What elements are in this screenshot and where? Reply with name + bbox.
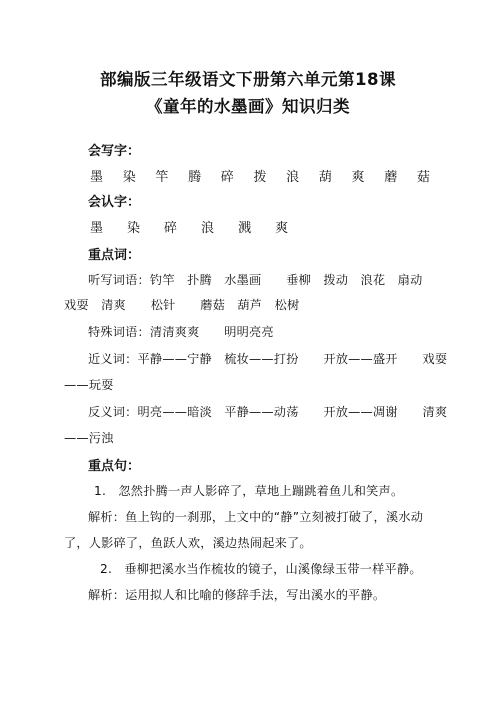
recognize-chars-row (90, 217, 430, 236)
recognize-char: 溅 (238, 221, 252, 236)
dictation-words-line1: 听写词语：钓竿 扑腾 水墨画 垂柳 拨动 浪花 扇动 (88, 273, 423, 287)
write-chars-heading: 会写字： (88, 144, 141, 159)
write-char: 染 (122, 170, 136, 185)
write-char: 拨 (253, 170, 267, 185)
write-char: 菇 (416, 170, 430, 185)
recognize-char: 浪 (201, 221, 215, 236)
key-sentence-1: 1. 忽然扑腾一声人影碎了，草地上蹦跳着鱼儿和笑声。 (94, 484, 404, 498)
recognize-char: 爽 (275, 221, 289, 236)
analysis-1-line2: 了，人影碎了，鱼跃人欢，溪边热闹起来了。 (64, 536, 312, 550)
document-title-line2: 《童年的水墨画》知识归类 (146, 97, 350, 116)
recognize-chars-heading: 会认字： (88, 195, 141, 210)
synonyms-line2: ——玩耍 (64, 378, 114, 392)
recognize-char: 碎 (164, 221, 178, 236)
write-char: 墨 (90, 170, 104, 185)
recognize-char: 染 (127, 221, 141, 236)
write-char: 腾 (188, 170, 202, 185)
dictation-words-line2: 戏耍 清爽 松针 蘑菇 葫芦 松树 (64, 298, 300, 312)
analysis-1-line1: 解析：鱼上钩的一刹那，上文中的“静”立刻被打破了，溪水动 (88, 510, 424, 524)
write-char: 葫 (318, 170, 332, 185)
write-char: 蘑 (384, 170, 398, 185)
key-sentences-heading: 重点句： (88, 459, 141, 474)
write-char: 浪 (286, 170, 300, 185)
special-words-line: 特殊词语：清清爽爽 明明亮亮 (88, 325, 274, 339)
synonyms-line1: 近义词：平静——宁静 梳妆——打扮 开放——盛开 戏耍 (88, 352, 448, 366)
antonyms-line1: 反义词：明亮——暗淡 平静——动荡 开放——凋谢 清爽 (88, 405, 448, 419)
key-sentence-2: 2. 垂柳把溪水当作梳妆的镜子，山溪像绿玉带一样平静。 (100, 562, 422, 576)
write-char: 碎 (220, 170, 234, 185)
antonyms-line2: ——污浊 (64, 431, 114, 445)
key-words-heading: 重点词： (88, 248, 141, 263)
recognize-char: 墨 (90, 221, 104, 236)
write-char: 爽 (351, 170, 365, 185)
write-chars-row (90, 166, 430, 185)
write-char: 竿 (155, 170, 169, 185)
document-title-line1: 部编版三年级语文下册第六单元第18课 (100, 70, 396, 89)
analysis-2-line: 解析：运用拟人和比喻的修辞手法，写出溪水的平静。 (88, 588, 386, 602)
